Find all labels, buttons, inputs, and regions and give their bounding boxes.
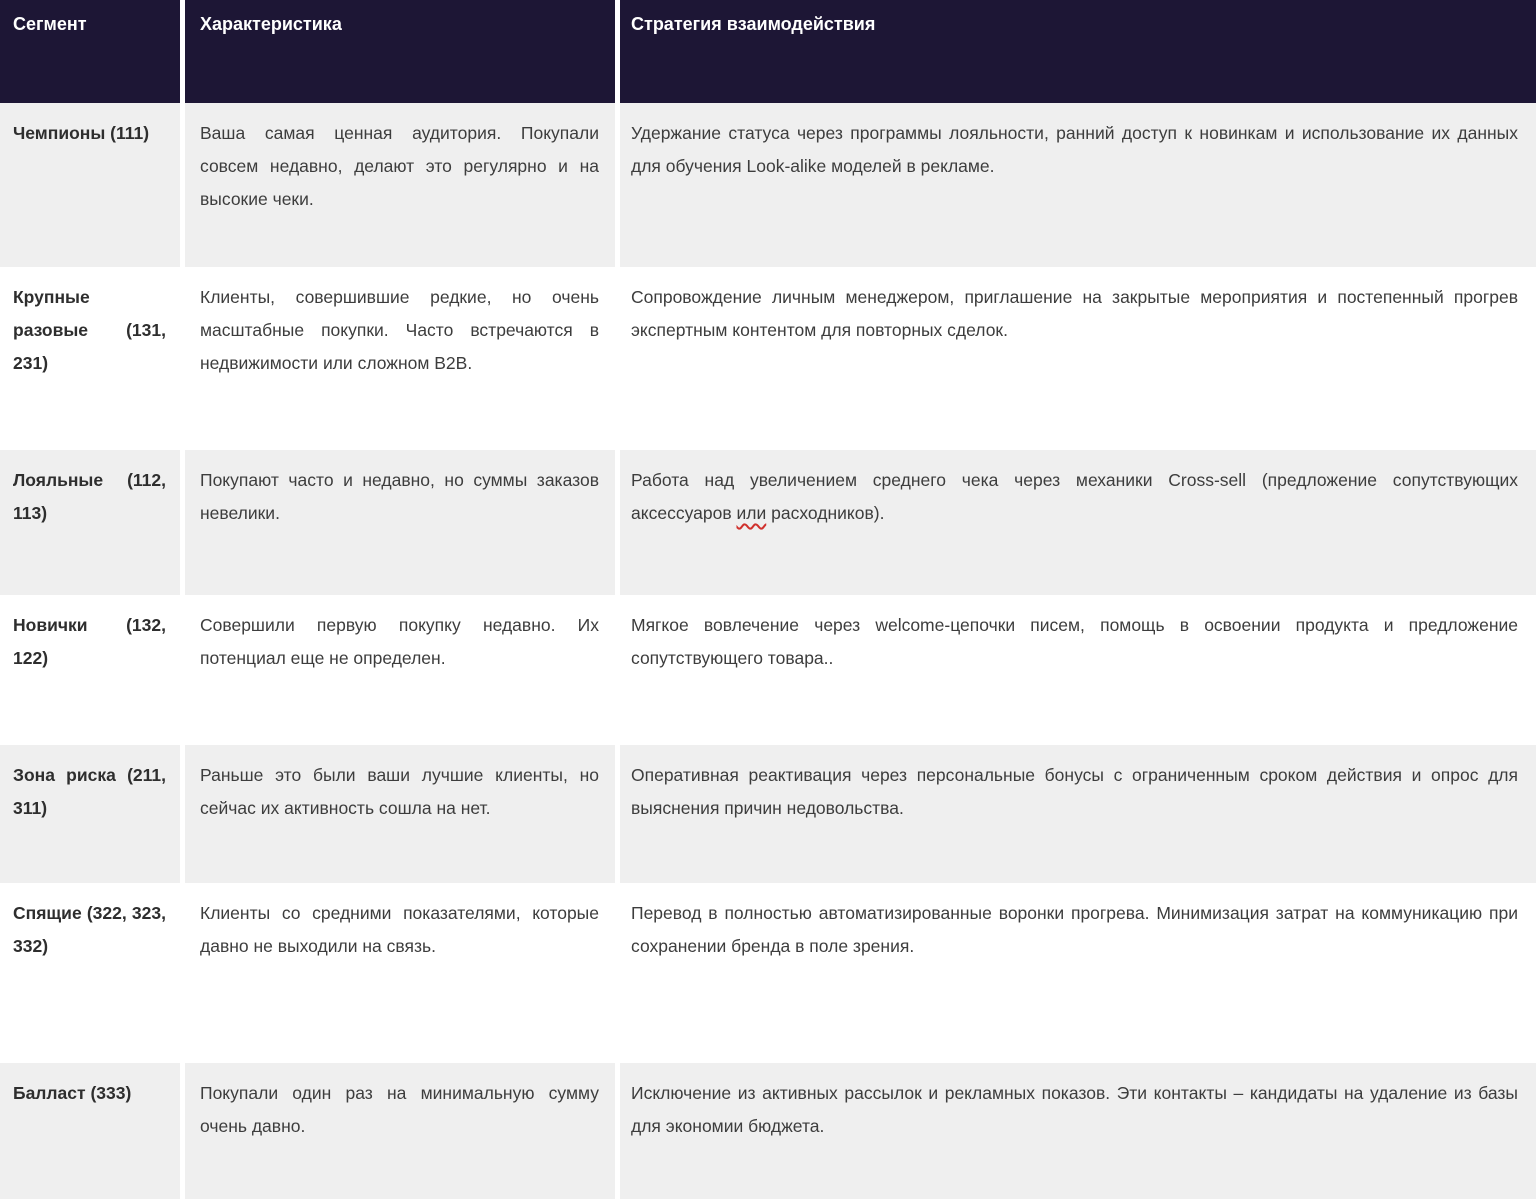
strategy-cell: Исключение из активных рассылок и рекламных показов. Эти контакты – кандидаты на удаление из базы для экономии бюджета.: [615, 1063, 1536, 1199]
column-header-characteristic: Характеристика: [180, 0, 615, 103]
characteristic-cell: Клиенты со средними показателями, которые давно не выходили на связь.: [180, 883, 615, 1063]
table-row: [0, 450, 1536, 595]
column-header-strategy: Стратегия взаимодействия: [615, 0, 1536, 103]
table-row: [0, 267, 1536, 450]
segment-cell: Спящие (322, 323, 332): [0, 883, 180, 1063]
strategy-cell: Сопровождение личным менеджером, приглашение на закрытые мероприятия и постепенный прогрев экспертным контентом для повторных сделок.: [615, 267, 1536, 450]
table-row: [0, 883, 1536, 1063]
strategy-cell: [615, 450, 1536, 595]
segment-cell: Зона риска (211, 311): [0, 745, 180, 883]
strategy-cell: Оперативная реактивация через персональные бонусы с ограниченным сроком действия и опрос для выяснения причин недовольства.: [615, 745, 1536, 883]
segment-cell: Чемпионы (111): [0, 103, 180, 267]
strategy-cell: Мягкое вовлечение через welcome-цепочки писем, помощь в освоении продукта и предложение сопутствующего товара..: [615, 595, 1536, 745]
column-header-segment: Сегмент: [0, 0, 180, 103]
strategy-text: расходников).: [766, 503, 885, 523]
characteristic-cell: Клиенты, совершившие редкие, но очень масштабные покупки. Часто встречаются в недвижимости или сложном B2B.: [180, 267, 615, 450]
segment-cell: Крупные разовые (131, 231): [0, 267, 180, 450]
table-row: [0, 103, 1536, 267]
strategy-cell: Перевод в полностью автоматизированные воронки прогрева. Минимизация затрат на коммуникацию при сохранении бренда в поле зрения.: [615, 883, 1536, 1063]
segment-cell: Балласт (333): [0, 1063, 180, 1199]
segment-cell: Новички (132, 122): [0, 595, 180, 745]
misspelled-word-underline: или: [736, 503, 767, 523]
characteristic-cell: Покупают часто и недавно, но суммы заказов невелики.: [180, 450, 615, 595]
table-row: [0, 595, 1536, 745]
strategy-cell: Удержание статуса через программы лояльности, ранний доступ к новинкам и использование их данных для обучения Look-alike моделей в рекламе.: [615, 103, 1536, 267]
characteristic-cell: Покупали один раз на минимальную сумму очень давно.: [180, 1063, 615, 1199]
characteristic-cell: Ваша самая ценная аудитория. Покупали совсем недавно, делают это регулярно и на высокие чеки.: [180, 103, 615, 267]
table-header-row: [0, 0, 1536, 103]
characteristic-cell: Раньше это были ваши лучшие клиенты, но сейчас их активность сошла на нет.: [180, 745, 615, 883]
segment-cell: Лояльные (112, 113): [0, 450, 180, 595]
strategy-text: Работа над увеличением среднего чека через механики Cross-sell (предложение сопутствующих аксессуаров: [631, 470, 1518, 523]
table-row: [0, 745, 1536, 883]
characteristic-cell: Совершили первую покупку недавно. Их потенциал еще не определен.: [180, 595, 615, 745]
table-row: [0, 1063, 1536, 1199]
